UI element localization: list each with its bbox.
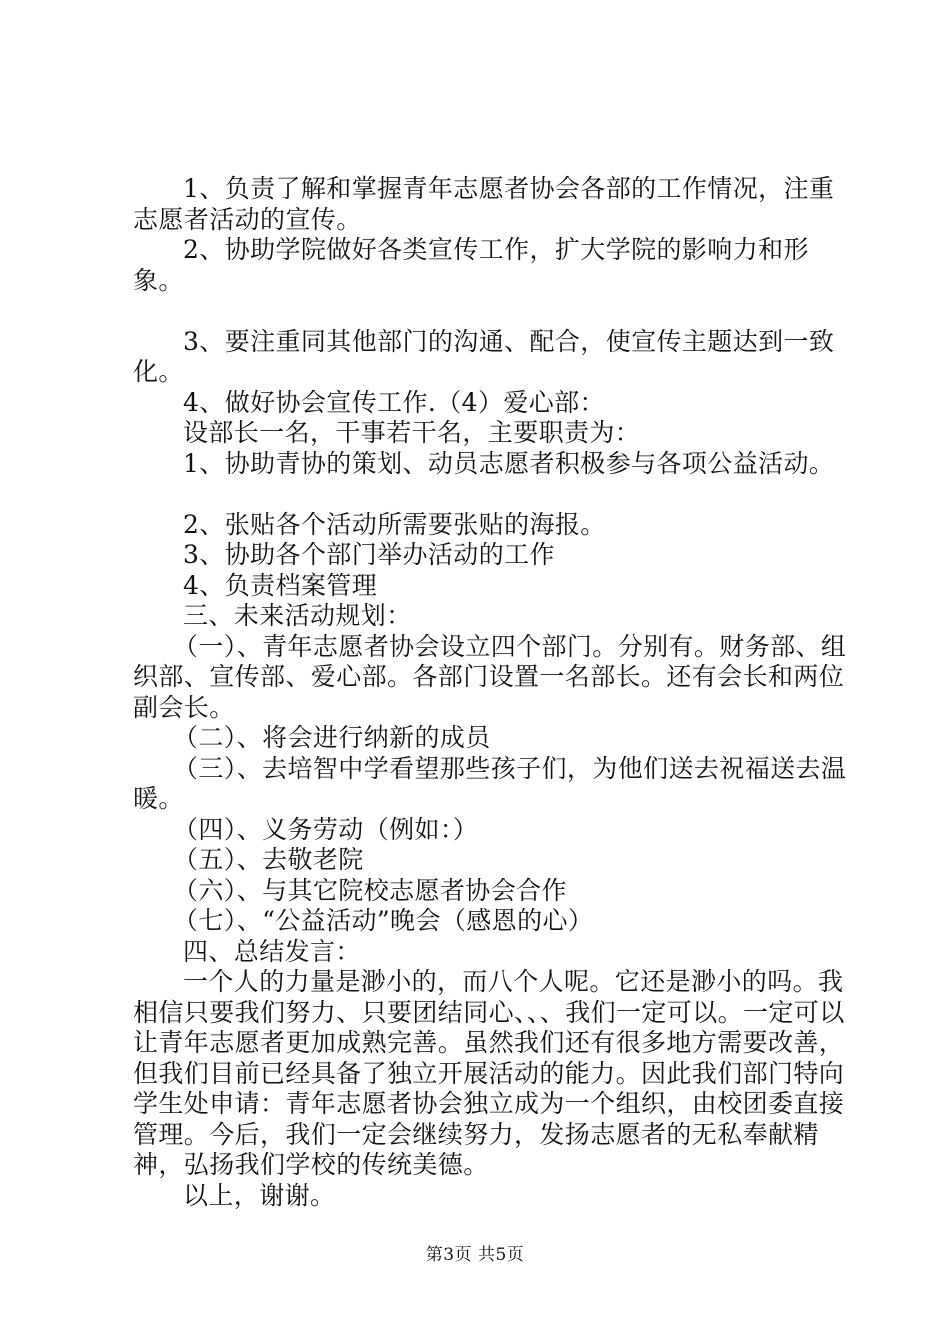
section-heading: 四、总结发言：: [183, 936, 361, 966]
paragraph: （六）、与其它院校志愿者协会合作: [173, 875, 567, 905]
paragraph: 4、做好协会宣传工作.（4）爱心部：: [183, 387, 605, 417]
paragraph: 3、要注重同其他部门的沟通、配合，使宣传主题达到一致化。: [133, 326, 835, 386]
paragraph: 1、负责了解和掌握青年志愿者协会各部的工作情况，注重志愿者活动的宣传。: [133, 174, 835, 234]
paragraph: 3、协助各个部门举办活动的工作: [183, 540, 555, 569]
section-heading: 三、未来活动规划：: [183, 601, 412, 630]
page-footer: [0, 1240, 950, 1265]
paragraph: （五）、去敬老院: [173, 845, 364, 874]
paragraph: （一）、青年志愿者协会设立四个部门。分别有。财务部、组织部、宣传部、爱心部。各部门设置一名部长。还有会长和两位副会长。: [133, 631, 847, 722]
page-number-label: 第3页 共5页: [425, 1245, 525, 1265]
paragraph: 一个人的力量是渺小的，而八个人呢。它还是渺小的吗。我相信只要我们努力、只要团结同心、、、我们一定可以。一定可以让青年志愿者更加成熟完善。虽然我们还有很多地方需要改善，但我们目前已经具备了独立开展活动的能力。因此我们部门特向学生处申请：青年志愿者协会独立成为一个组织，由校团委直接管理。今后，我们一定会继续努力，发扬志愿者的无私奉献精神，弘扬我们学校的传统美德。: [133, 967, 845, 1179]
paragraph: 2、张贴各个活动所需要张贴的海报。: [183, 509, 606, 539]
paragraph: （二）、将会进行纳新的成员: [173, 723, 491, 752]
paragraph: 4、负责档案管理: [183, 570, 378, 600]
paragraph: 1、协助青协的策划、动员志愿者积极参与各项公益活动。: [183, 448, 835, 478]
paragraph: 设部长一名，干事若干名，主要职责为：: [183, 418, 641, 447]
paragraph: （七）、“公益活动”晚会（感恩的心）: [173, 906, 594, 935]
paragraph: 以上，谢谢。: [183, 1180, 336, 1210]
paragraph: （四）、义务劳动（例如：）: [173, 814, 479, 844]
document-body: [133, 174, 853, 1211]
paragraph: （三）、去培智中学看望那些孩子们，为他们送去祝福送去温暖。: [133, 753, 847, 813]
paragraph: 2、协助学院做好各类宣传工作，扩大学院的影响力和形象。: [133, 235, 809, 295]
